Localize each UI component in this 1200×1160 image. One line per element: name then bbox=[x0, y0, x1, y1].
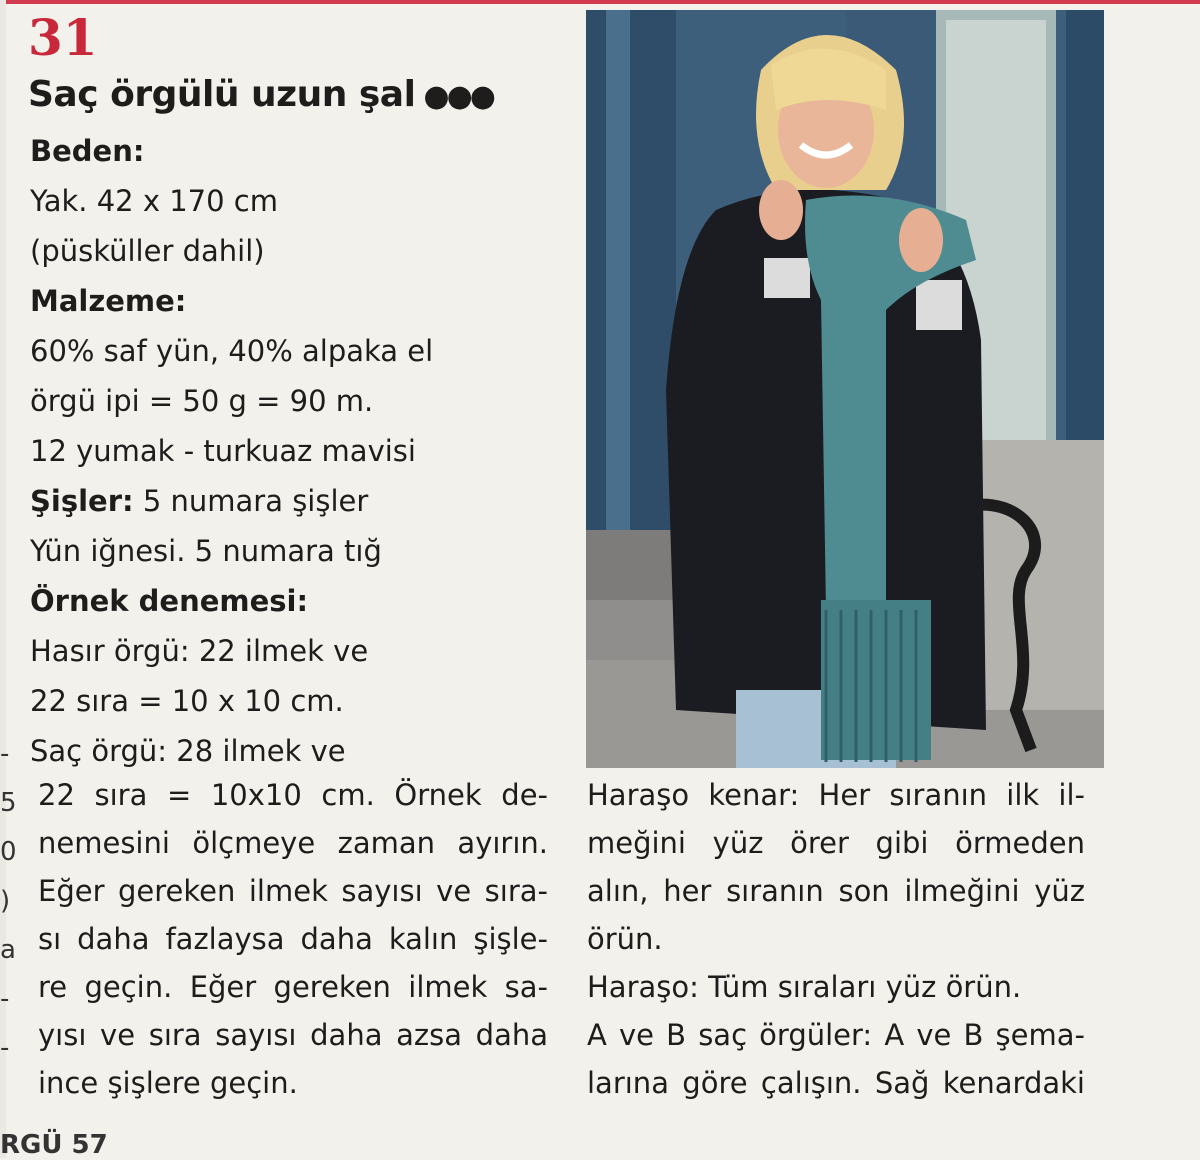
gauge-line: Hasır örgü: 22 ilmek ve bbox=[30, 634, 369, 668]
paragraph-line: Eğer gereken ilmek sayısı ve sıra- bbox=[38, 874, 548, 908]
paragraph-line: ince şişlere geçin. bbox=[38, 1066, 298, 1100]
margin-mark: - bbox=[0, 984, 10, 1014]
margin-mark: 5 bbox=[0, 788, 17, 818]
size-heading: Beden: bbox=[30, 134, 145, 168]
paragraph-line: sı daha fazlaysa daha kalın şişle- bbox=[38, 922, 548, 956]
paragraph-line: alın, her sıranın son ilmeğini yüz bbox=[587, 874, 1085, 908]
specs-column bbox=[30, 126, 550, 776]
needles-heading: Şişler: bbox=[30, 484, 134, 518]
left-paragraph bbox=[38, 771, 548, 1107]
paragraph-line: örün. bbox=[587, 922, 663, 956]
material-line: örgü ipi = 50 g = 90 m. bbox=[30, 384, 374, 418]
paragraph-line: meğini yüz örer gibi örmeden bbox=[587, 826, 1085, 860]
material-line: 60% saf yün, 40% alpaka el bbox=[30, 334, 434, 368]
model-photo bbox=[586, 10, 1104, 768]
title-text: Saç örgülü uzun şal bbox=[28, 74, 416, 115]
paragraph-line: re geçin. Eğer gereken ilmek sa- bbox=[38, 970, 548, 1004]
paragraph-line: Haraşo kenar: Her sıranın ilk il- bbox=[587, 778, 1085, 812]
margin-mark: a bbox=[0, 935, 16, 965]
pattern-number: 31 bbox=[28, 8, 98, 67]
gauge-heading: Örnek denemesi: bbox=[30, 584, 309, 618]
margin-mark: - bbox=[0, 1033, 10, 1063]
page-footer: RGÜ 57 bbox=[0, 1130, 108, 1160]
needles-line2: Yün iğnesi. 5 numara tığ bbox=[30, 534, 382, 568]
margin-mark: - bbox=[0, 739, 10, 769]
margin-mark: 0 bbox=[0, 837, 17, 867]
size-line: Yak. 42 x 170 cm bbox=[30, 184, 278, 218]
paragraph-line: Haraşo: Tüm sıraları yüz örün. bbox=[587, 970, 1022, 1004]
size-line: (püsküller dahil) bbox=[30, 234, 265, 268]
gauge-line: 22 sıra = 10 x 10 cm. bbox=[30, 684, 344, 718]
difficulty-dots: ●●● bbox=[423, 79, 493, 114]
right-paragraph bbox=[587, 771, 1085, 1107]
material-heading: Malzeme: bbox=[30, 284, 187, 318]
paragraph-line: A ve B saç örgüler: A ve B şema- bbox=[587, 1018, 1085, 1052]
needles-line bbox=[30, 476, 550, 526]
material-line: 12 yumak - turkuaz mavisi bbox=[30, 434, 416, 468]
paragraph-line: yısı ve sıra sayısı daha azsa daha bbox=[38, 1018, 548, 1052]
paragraph-line: larına göre çalışın. Sağ kenardaki bbox=[587, 1066, 1085, 1100]
paragraph-line: 22 sıra = 10x10 cm. Örnek de- bbox=[38, 778, 548, 812]
top-accent-line bbox=[0, 0, 1200, 4]
gauge-line: Saç örgü: 28 ilmek ve bbox=[30, 734, 346, 768]
margin-mark: ) bbox=[0, 886, 11, 916]
previous-page-margin bbox=[0, 730, 17, 1073]
needles-text: 5 numara şişler bbox=[142, 484, 369, 518]
pattern-title bbox=[28, 70, 493, 122]
paragraph-line: nemesini ölçmeye zaman ayırın. bbox=[38, 826, 548, 860]
